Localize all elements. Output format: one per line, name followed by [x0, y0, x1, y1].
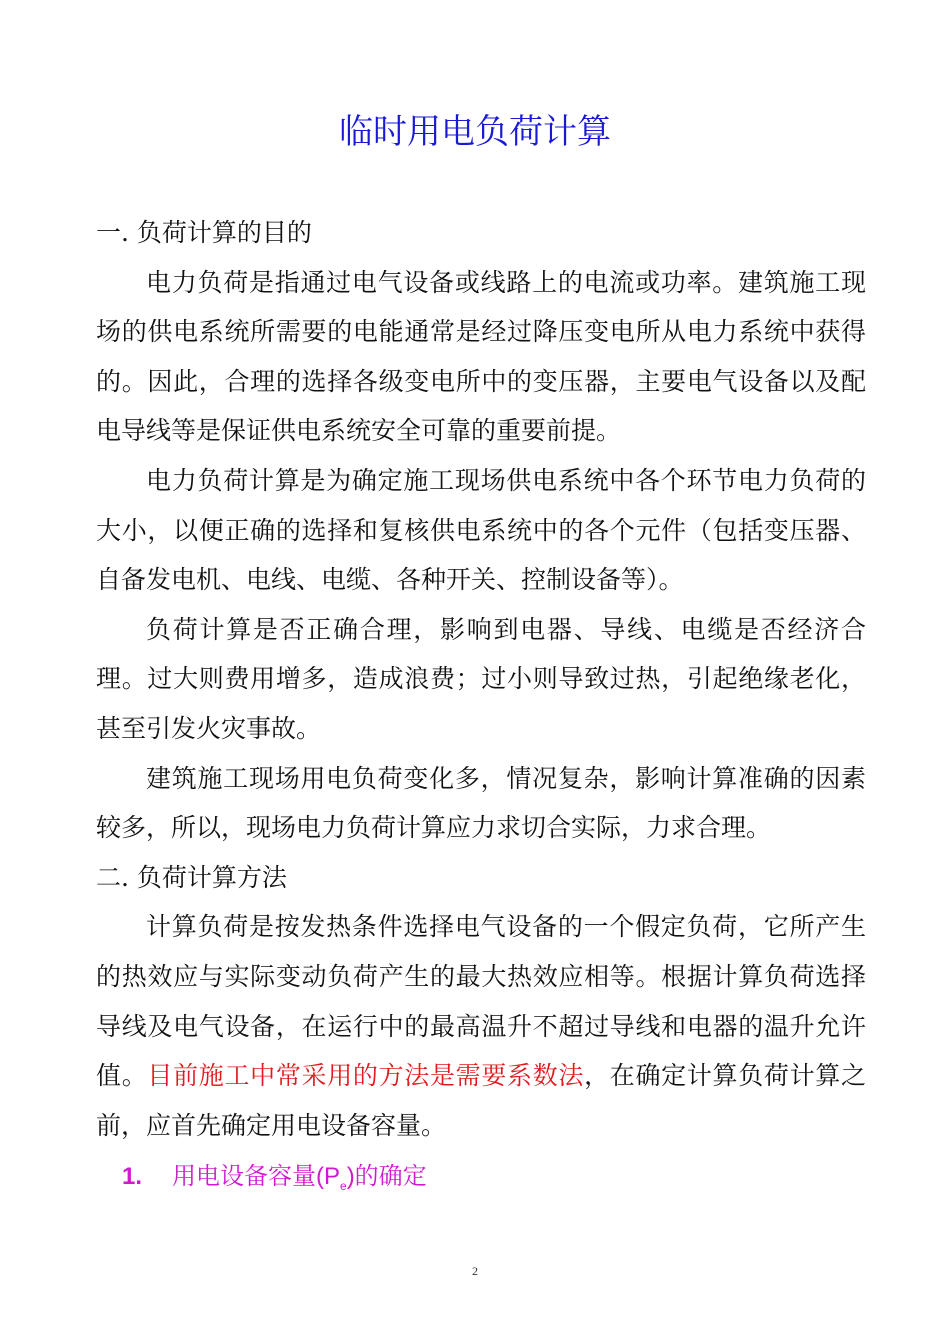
paragraph-calculated-load: [96, 902, 866, 1150]
subheading-subscript: e: [340, 1179, 347, 1194]
subheading-text-end: )的确定: [346, 1163, 427, 1191]
demand-factor-highlight: 目前施工中常采用的方法是需要系数法: [147, 1061, 585, 1091]
document-title: 临时用电负荷计算: [339, 112, 611, 152]
subheading-text: 用电设备容量(P: [172, 1163, 340, 1191]
page-number: 2: [472, 1264, 478, 1278]
section-heading-purpose: 一. 负荷计算的目的: [96, 218, 312, 247]
subheading-equipment-capacity: [96, 1150, 866, 1213]
paragraph-load-calculation-purpose: 电力负荷计算是为确定施工现场供电系统中各个环节电力负荷的大小，以便正确的选择和复核供电系统中的各个元件（包括变压器、自备发电机、电线、电缆、各种开关、控制设备等）。: [96, 465, 866, 595]
calculated-load-text-end: ，在确定计算负荷计算之前，应首先确定用电设备容量。: [96, 1061, 866, 1140]
paragraph-site-load-variation: 建筑施工现场用电负荷变化多，情况复杂，影响计算准确的因素较多，所以，现场电力负荷计算应力求切合实际，力求合理。: [96, 763, 866, 843]
section-heading-method: 二. 负荷计算方法: [96, 862, 287, 892]
subheading-number: 1.: [122, 1163, 143, 1191]
document-body: [96, 208, 866, 1213]
calculated-load-text: 计算负荷是按发热条件选择电气设备的一个假定负荷，它所产生的热效应与实际变动负荷产生的最大热效应相等。根据计算负荷选择导线及电气设备，在运行中的最高温升不超过导线和电器的温升允许值。: [96, 912, 866, 1091]
paragraph-power-load-definition: 电力负荷是指通过电气设备或线路上的电流或功率。建筑施工现场的供电系统所需要的电能通常是经过降压变电所从电力系统中获得的。因此，合理的选择各级变电所中的变压器，主要电气设备以及配电导线等是保证供电系统安全可靠的重要前提。: [96, 267, 866, 446]
paragraph-load-calculation-impact: 负荷计算是否正确合理，影响到电器、导线、电缆是否经济合理。过大则费用增多，造成浪费；过小则导致过热，引起绝缘老化，甚至引发火灾事故。: [96, 614, 866, 743]
